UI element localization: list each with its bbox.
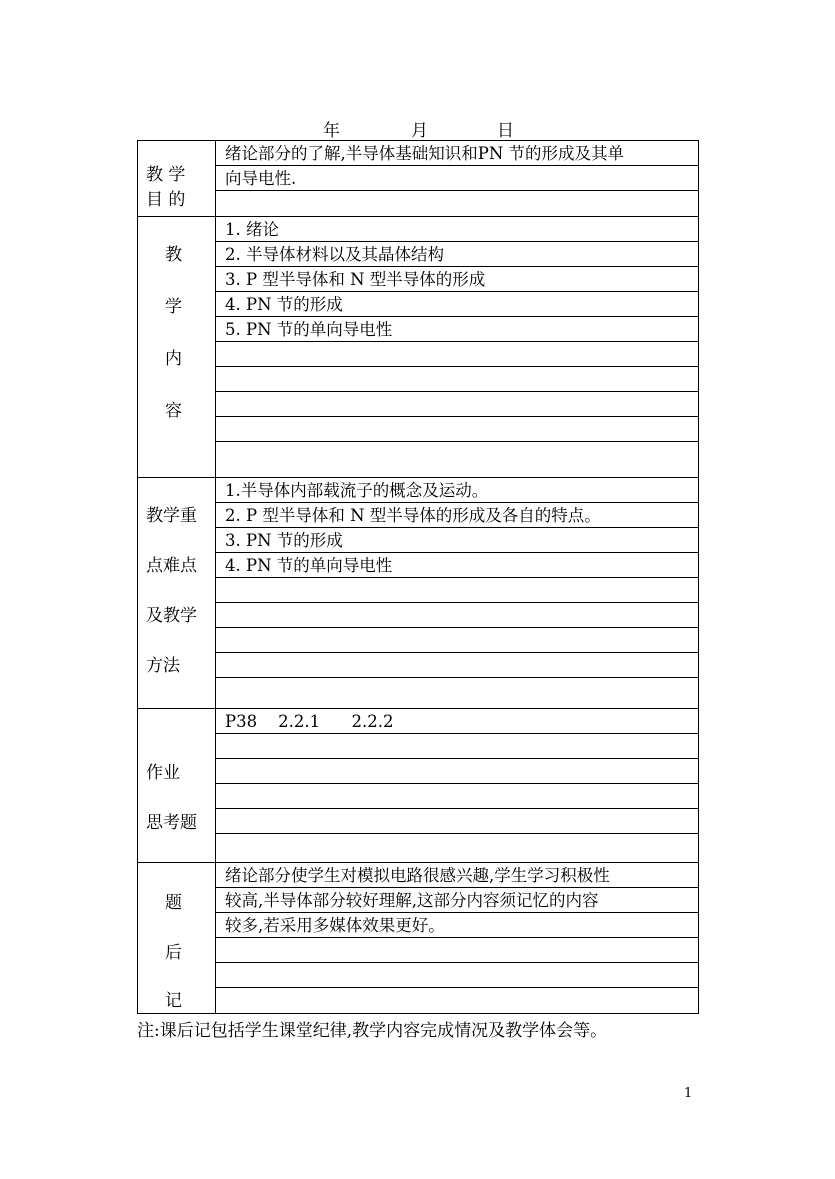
content-line: 较多,若采用多媒体效果更好。 xyxy=(216,913,698,938)
section-reflection xyxy=(138,863,698,1013)
section-label-cell xyxy=(138,863,216,1013)
footer-note: 注:课后记包括学生课堂纪律,教学内容完成情况及教学体会等。 xyxy=(137,1021,608,1041)
content-line xyxy=(216,734,698,759)
section-content xyxy=(138,217,698,478)
content-line xyxy=(216,834,698,859)
section-label-cell xyxy=(138,141,216,216)
section-label: 作业 xyxy=(146,763,180,783)
content-line: 4. PN 节的形成 xyxy=(216,292,698,317)
content-line xyxy=(216,392,698,417)
content-line xyxy=(216,442,698,467)
day-label: 日 xyxy=(497,121,514,141)
content-line: 向导电性. xyxy=(216,166,698,191)
content-line xyxy=(216,988,698,1013)
section-label: 方法 xyxy=(146,656,180,676)
content-line xyxy=(216,938,698,963)
section-label: 及教学 xyxy=(146,606,197,626)
section-label-cell xyxy=(138,709,216,862)
section-label: 思考题 xyxy=(146,813,197,833)
content-line: 1. 绪论 xyxy=(216,217,698,242)
content-line: 2. 半导体材料以及其晶体结构 xyxy=(216,242,698,267)
date-line xyxy=(0,116,835,140)
page-number: 1 xyxy=(684,1086,693,1101)
section-label: 目 的 xyxy=(146,190,186,210)
content-line xyxy=(216,759,698,784)
content-line: 2. P 型半导体和 N 型半导体的形成及各自的特点。 xyxy=(216,503,698,528)
content-line: 3. P 型半导体和 N 型半导体的形成 xyxy=(216,267,698,292)
content-line xyxy=(216,603,698,628)
content-line: 绪论部分使学生对模拟电路很感兴趣,学生学习积极性 xyxy=(216,863,698,888)
section-label: 点难点 xyxy=(146,556,197,576)
section-label: 后 xyxy=(165,943,182,963)
section-key-points xyxy=(138,478,698,709)
content-line xyxy=(216,191,698,216)
section-label: 记 xyxy=(165,991,182,1011)
section-label-cell xyxy=(138,217,216,477)
section-label: 教学重 xyxy=(146,506,197,526)
content-line xyxy=(216,809,698,834)
content-line: P38 2.2.1 2.2.2 xyxy=(216,709,698,734)
section-label: 容 xyxy=(165,401,182,421)
month-label: 月 xyxy=(411,121,428,141)
section-objectives xyxy=(138,141,698,217)
section-label: 学 xyxy=(165,297,182,317)
content-line: 3. PN 节的形成 xyxy=(216,528,698,553)
content-line: 4. PN 节的单向导电性 xyxy=(216,553,698,578)
content-line: 1.半导体内部载流子的概念及运动。 xyxy=(216,478,698,503)
content-line xyxy=(216,417,698,442)
lesson-plan-table xyxy=(137,140,699,1014)
content-line xyxy=(216,963,698,988)
content-line: 5. PN 节的单向导电性 xyxy=(216,317,698,342)
content-line: 较高,半导体部分较好理解,这部分内容须记忆的内容 xyxy=(216,888,698,913)
year-label: 年 xyxy=(323,121,340,141)
section-label: 教 学 xyxy=(146,165,186,185)
content-line xyxy=(216,628,698,653)
content-line xyxy=(216,784,698,809)
section-label: 题 xyxy=(165,893,182,913)
content-line xyxy=(216,653,698,678)
section-label-cell xyxy=(138,478,216,708)
content-line xyxy=(216,342,698,367)
content-line xyxy=(216,367,698,392)
section-label: 内 xyxy=(165,349,182,369)
section-label: 教 xyxy=(165,245,182,265)
section-homework xyxy=(138,709,698,863)
content-line xyxy=(216,678,698,703)
content-line xyxy=(216,578,698,603)
content-line: 绪论部分的了解,半导体基础知识和PN 节的形成及其单 xyxy=(216,141,698,166)
